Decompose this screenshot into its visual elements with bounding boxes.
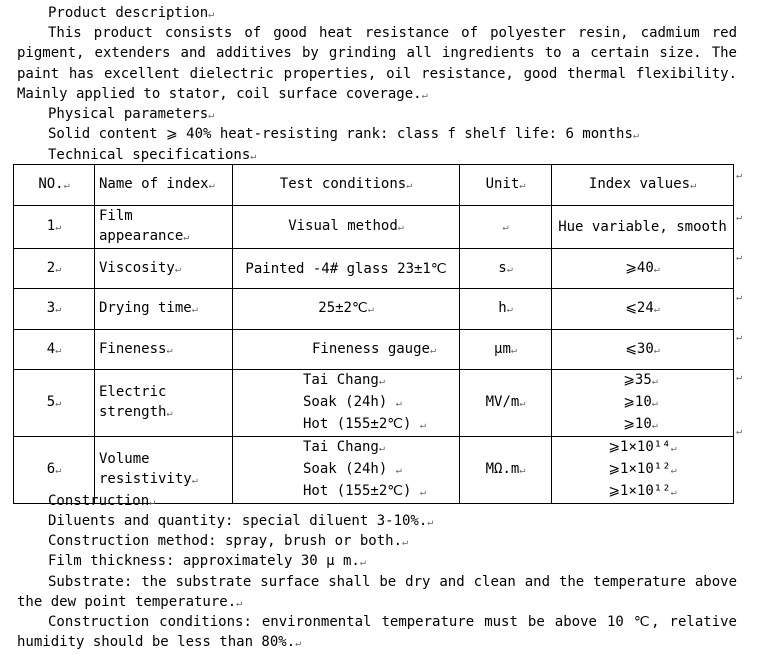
row-unit: s↵ <box>460 249 552 289</box>
row-name: Fineness↵ <box>95 330 233 370</box>
construction-line: Film thickness: approximately 30 μ m.↵ <box>48 553 366 569</box>
row-unit: ↵ <box>460 206 552 249</box>
construction-conditions-paragraph: Construction conditions: environmental temperature must be above 10 ℃, relative humidity should be less than 80%.↵ <box>17 614 737 651</box>
row-name: Film appearance↵ <box>95 206 233 249</box>
table-row <box>14 249 734 289</box>
row-value: ⩽30↵ <box>552 330 734 370</box>
row-value: ⩾35↵ ⩾10↵ ⩾10↵ <box>552 370 734 437</box>
heading-product-description: Product description↵ <box>48 5 215 21</box>
row-condition: Tai Chang↵ Soak (24h) ↵ Hot (155±2℃) ↵ <box>233 437 460 504</box>
row-unit: h↵ <box>460 289 552 330</box>
construction-line: Diluents and quantity: special diluent 3-10%.↵ <box>48 513 434 529</box>
row-end-mark: ↵ <box>736 170 743 181</box>
row-end-mark: ↵ <box>736 372 743 383</box>
row-name: Viscosity↵ <box>95 249 233 289</box>
heading-physical-parameters: Physical parameters↵ <box>48 106 215 122</box>
row-end-mark: ↵ <box>736 252 743 263</box>
product-description-paragraph: This product consists of good heat resistance of polyester resin, cadmium red pigment, extenders and additives by grinding all ingredients to a certain size. The paint has excellent dielectric properties, oil resistance, good thermal flexibility. Mainly applied to stator, coil surface coverage.↵ <box>17 25 737 102</box>
row-no: 3↵ <box>14 289 95 330</box>
substrate-paragraph: Substrate: the substrate surface shall be dry and clean and the temperature above the dew point temperature.↵ <box>17 574 737 611</box>
table-row <box>14 206 734 249</box>
row-no: 5↵ <box>14 370 95 437</box>
header-name: Name of index↵ <box>95 165 233 206</box>
row-name: Drying time↵ <box>95 289 233 330</box>
row-unit: MΩ.m↵ <box>460 437 552 504</box>
header-index-values: Index values↵ <box>552 165 734 206</box>
row-no: 1↵ <box>14 206 95 249</box>
row-no: 6↵ <box>14 437 95 504</box>
row-end-mark: ↵ <box>736 212 743 223</box>
row-value: ⩽24↵ <box>552 289 734 330</box>
heading-technical-specifications: Technical specifications↵ <box>48 147 257 163</box>
row-condition: Fineness gauge↵ <box>233 330 460 370</box>
table-row <box>14 330 734 370</box>
row-no: 2↵ <box>14 249 95 289</box>
row-value: ⩾40↵ <box>552 249 734 289</box>
row-condition: Visual method↵ <box>233 206 460 249</box>
table-row <box>14 370 734 437</box>
row-condition: Tai Chang↵ Soak (24h) ↵ Hot (155±2℃) ↵ <box>233 370 460 437</box>
heading-construction: Construction↵ <box>48 493 156 509</box>
header-test-conditions: Test conditions↵ <box>233 165 460 206</box>
row-end-mark: ↵ <box>736 426 743 437</box>
row-end-mark: ↵ <box>736 332 743 343</box>
row-no: 4↵ <box>14 330 95 370</box>
row-end-mark: ↵ <box>736 292 743 303</box>
table-row <box>14 289 734 330</box>
row-condition: 25±2℃↵ <box>233 289 460 330</box>
row-name: Volume resistivity↵ <box>95 437 233 504</box>
table-header-row <box>14 165 734 206</box>
row-unit: MV/m↵ <box>460 370 552 437</box>
technical-specifications-table <box>13 164 734 504</box>
physical-parameters-line: Solid content ⩾ 40% heat-resisting rank: class f shelf life: 6 months↵ <box>48 126 639 142</box>
header-unit: Unit↵ <box>460 165 552 206</box>
construction-line: Construction method: spray, brush or both.↵ <box>48 533 409 549</box>
row-name: Electric strength↵ <box>95 370 233 437</box>
header-no: NO.↵ <box>14 165 95 206</box>
row-condition: Painted -4# glass 23±1℃ <box>233 249 460 289</box>
row-value: ⩾1×10¹⁴↵ ⩾1×10¹²↵ ⩾1×10¹²↵ <box>552 437 734 504</box>
row-value: Hue variable, smooth <box>552 206 734 249</box>
row-unit: μm↵ <box>460 330 552 370</box>
